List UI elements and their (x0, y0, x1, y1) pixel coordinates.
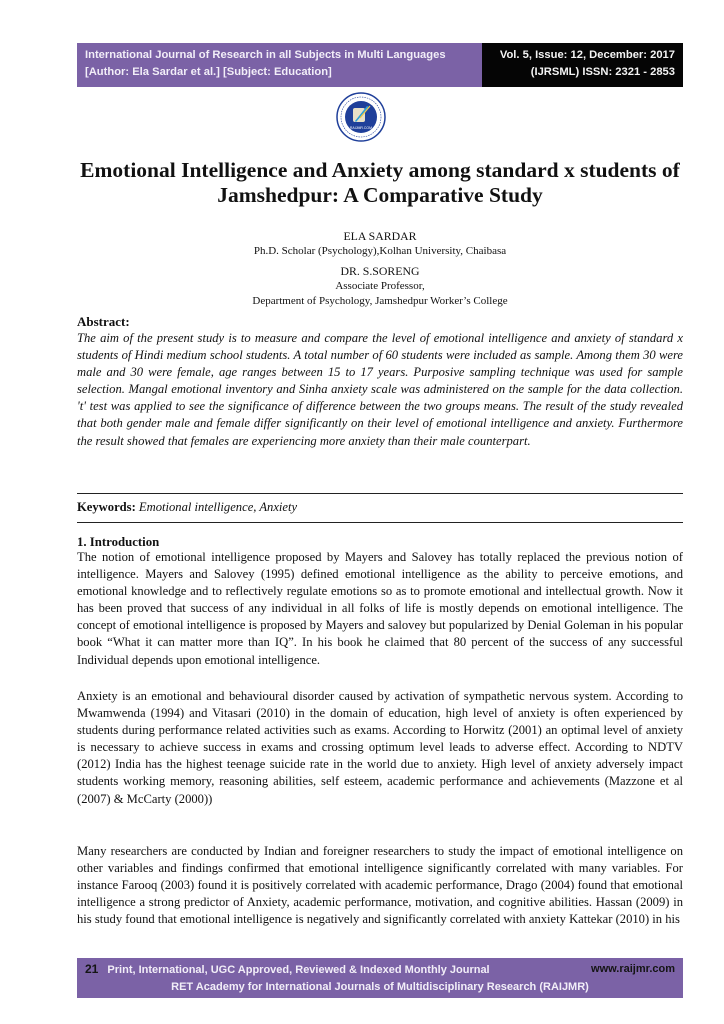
author-2-role: Associate Professor, (335, 280, 425, 292)
issn: (IJRSML) ISSN: 2321 - 2853 (530, 66, 675, 78)
author-1-name: ELA SARDAR (343, 229, 417, 243)
abstract-heading: Abstract: (77, 314, 130, 329)
footer-journal-description: Print, International, UGC Approved, Reviewed & Indexed Monthly Journal (107, 964, 490, 976)
journal-name: International Journal of Research in all Subjects in Multi Languages (85, 49, 446, 61)
author-1-affiliation: Ph.D. Scholar (Psychology),Kolhan University, Chaibasa (253, 245, 507, 257)
svg-text:RAIJMR.COM: RAIJMR.COM (349, 126, 373, 130)
journal-header-right (482, 43, 683, 87)
paragraph: The notion of emotional intelligence proposed by Mayers and Salovey has totally replaced the previous notion of intelligence. Mayers and Salovey (1995) defined emotional intelligence as the ability to perceive emotions, and emotional knowledge and to reflectively regulate emotions so as to promote emotional and intellectual growth. Now it has been proved that success of any individual in all folks of life is mostly depends on emotional intelligence. The concept of emotional intelligence is proposed by Mayers and salovey but popularized by Denial Goleman in his popular book “What it can matter more than IQ”. In his book he claimed that 80 percent of the success of any successful Individual depends upon emotional intelligence. (77, 550, 683, 667)
keywords-label: Keywords: (77, 500, 136, 514)
keywords-line (77, 499, 297, 516)
page-number: 21 (85, 962, 99, 976)
divider-top (77, 493, 683, 494)
paper-title: Emotional Intelligence and Anxiety among standard x students of Jamshedpur: A Comparative Study (80, 158, 680, 207)
author-2-affiliation: Department of Psychology, Jamshedpur Worker’s College (252, 295, 508, 307)
journal-footer-banner (77, 958, 683, 998)
paragraph: Many researchers are conducted by Indian and foreigner researchers to study the impact of emotional intelligence on other variables and findings confirmed that emotional intelligence significantly correlated with many variables. For instance Farooq (2003) found it is positively correlated with academic performance, Drago (2004) found that emotional intelligence a strong predictor of Anxiety, academic performance, motivation, and cognitive abilities. Hassan (2009) in his study found that emotional intelligence is negatively and significantly correlated with anxiety Kattekar (2010) in his (77, 844, 683, 927)
journal-header-banner (77, 43, 683, 87)
author-2-name: DR. S.SORENG (340, 264, 420, 278)
abstract-text: The aim of the present study is to measure and compare the level of emotional intelligence and anxiety of standard x students of Hindi medium school students. A total number of 60 students were included as sample. Among them 30 were male and 30 were female, age ranges between 15 to 17 years. Purposive sampling technique was used for sample selection. Mangal emotional inventory and Sinha anxiety scale was administered on the sample for the data collection. 't' test was applied to see the significance of difference between the two groups means. The result of the study revealed that both gender male and female differ significantly on their level of emotional intelligence and anxiety. Furthermore the result showed that females are experiencing more anxiety than their male counterpart. (77, 331, 683, 448)
raijmr-seal-logo-icon (336, 92, 386, 142)
journal-header-left (77, 43, 482, 87)
volume-issue: Vol. 5, Issue: 12, December: 2017 (499, 49, 675, 61)
author-subject: [Author: Ela Sardar et al.] [Subject: Education] (85, 66, 332, 78)
divider-bottom (77, 522, 683, 523)
website-link[interactable]: www.raijmr.com (591, 963, 675, 975)
keywords-value: Emotional intelligence, Anxiety (138, 500, 298, 514)
section-heading-introduction: 1. Introduction (77, 535, 160, 549)
footer-publisher: RET Academy for International Journals of Multidisciplinary Research (RAIJMR) (171, 981, 589, 993)
paragraph: Anxiety is an emotional and behavioural disorder caused by activation of sympathetic nervous system. According to Mwamwenda (1994) and Vitasari (2010) in the domain of education, high level of anxiety is often experienced by students during performance related activities such as exams. According to Horwitz (2001) an optimal level of anxiety is necessary to achieve success in exams and crossing optimum level leads to adverse effect. According to NDTV (2012) India has the highest teenage suicide rate in the world due to anxiety. High level of anxiety adversely impact students working memory, reasoning abilities, self esteem, academic performance and achievements (Mazzone et al (2007) & McCarty (2000)) (77, 689, 683, 806)
